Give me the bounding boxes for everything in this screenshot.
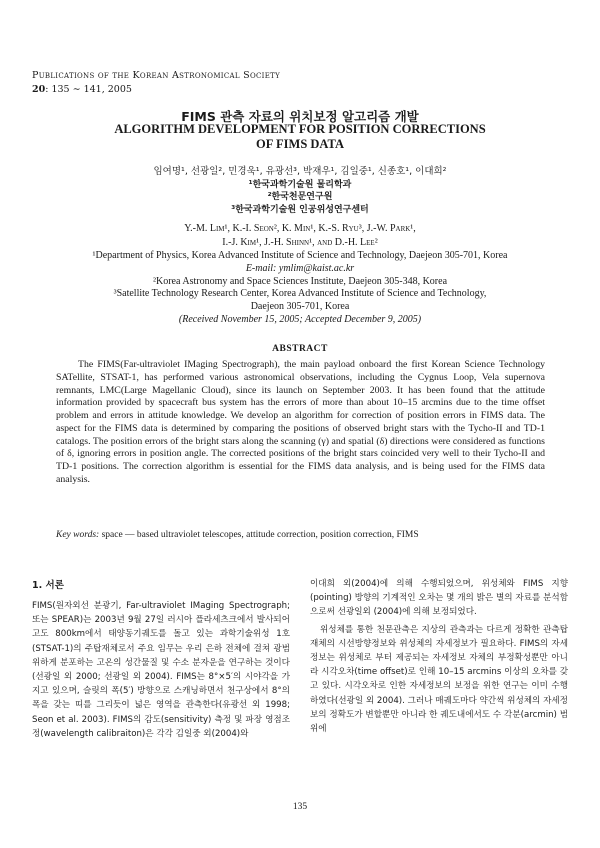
abstract-heading: ABSTRACT <box>272 344 328 354</box>
keywords <box>56 530 545 540</box>
page-number: 135 <box>292 802 308 812</box>
right-column <box>310 577 568 736</box>
english-authors-line1: Y.-M. Lim¹, K.-I. Seon², K. Min¹, K.-S. Ryu³, J.-W. Park¹, <box>184 223 416 234</box>
affiliation-1: ¹Department of Physics, Korea Advanced Institute of Science and Technology, Daejeon 305-701, Korea <box>92 250 508 261</box>
english-title-line2: OF FIMS DATA <box>256 136 344 151</box>
journal-name: Publications of the Korean Astronomical Society <box>32 70 281 81</box>
english-authors <box>0 222 600 249</box>
section-heading-introduction: 1. 서론 <box>32 580 64 591</box>
volume-number: 20 <box>32 84 46 95</box>
english-title <box>0 122 600 151</box>
keywords-text: space — based ultraviolet telescopes, attitude correction, position correction, FIMS <box>99 530 419 540</box>
korean-title: FIMS 관측 자료의 위치보정 알고리즘 개발 <box>181 109 419 124</box>
korean-author-block <box>0 166 600 216</box>
keywords-label: Key words: <box>56 530 100 540</box>
english-affiliations <box>0 250 600 327</box>
affiliation-2: ²Korea Astronomy and Space Sciences Institute, Daejeon 305-348, Korea <box>152 275 448 287</box>
author-email: E-mail: ymlim@kaist.ac.kr <box>245 262 355 274</box>
korean-affiliation-2: ²한국천문연구원 <box>267 192 333 203</box>
korean-authors: 임여명¹, 선광일², 민경욱¹, 유광선³, 박재우¹, 김일중¹, 신종호¹, 이대희² <box>153 166 447 177</box>
received-dates: (Received November 15, 2005; Accepted December 9, 2005) <box>178 313 422 325</box>
affiliation-3-line1: ³Satellite Technology Research Center, Korea Advanced Institute of Science and Technology, <box>113 288 487 300</box>
korean-affiliation-3: ³한국과학기술원 인공위성연구센터 <box>231 204 369 215</box>
english-authors-line2: I.-J. Kim¹, J.-H. Shinn¹, and D.-H. Lee² <box>222 236 378 248</box>
intro-paragraph-2: 위성체를 통한 천문관측은 지상의 관측과는 다르게 정확한 관측탑재체의 시선방향정보와 위성체의 자세정보가 필요하다. FIMS의 자세정보는 위성체로 부터 제공되는 자세정보 자체의 부정확성뿐만 아니라 시각오차(time offset)로 인해 10–15 arcmins 이상의 오차를 갖고 있다. 시각오차로 인한 자세정보의 보정을 위한 연구는 이미 수행하였다(선광일 외 2004). 그러나 매궤도마다 약간씩 위성체의 자세정보의 정확도가 변할뿐만 아니라 한 궤도내에서도 수 각분(arcmin) 범위에 <box>310 624 568 735</box>
journal-volume <box>32 84 132 95</box>
english-title-line1: ALGORITHM DEVELOPMENT FOR POSITION CORRECTIONS <box>114 122 486 136</box>
affiliation-3-line2: Daejeon 305-701, Korea <box>250 301 350 313</box>
abstract-text: The FIMS(Far-ultraviolet IMaging Spectrograph), the main payload onboard the first Korean Science Technology SATellite, STSAT-1, has performed various astronomical observations, including the Cygnus Loop, Vela supernova remnants, LMC(Large Magellanic Cloud), since its launch on September 2003. It has been found that the attitude information provided by spacecraft bus system has the errors of more than about 10–15 arcmins due to the time offset problem and errors in attitude knowledge. We develop an algorithm for correction of position errors in FIMS data. The aspect for the FIMS data is determined by comparing the positions of observed bright stars with the Tycho-II and TD-1 catalogs. The position errors of the bright stars along the scanning (γ) and spatial (δ) directions were considered as functions of δ, ignoring errors in position angle. The corrected positions of the bright stars coincided very well to their Tycho-II and TD-1 positions. The correction algorithm is essential for the FIMS data analysis, and is being used for the FIMS data analysis. <box>56 359 545 485</box>
korean-affiliation-1: ¹한국과학기술원 물리학과 <box>248 179 352 190</box>
intro-paragraph-1: FIMS(원자외선 분광기, Far-ultraviolet IMaging Spectrograph; 또는 SPEAR)는 2003년 9월 27일 러시아 플라세츠크에서 발사되어 고도 800km에서 태양동기궤도를 돌고 있는 과학기술위성 1호(STSAT-1)의 주탑재체로서 주요 임무는 우리 은하 전체에 걸쳐 광범위하게 분포하는 고온의 성간물질 및 수소 분자운을 연구하는 것이다(선광일 외 2000; 선광일 외 2004). FIMS는 8°×5′의 시야각을 가지고 있으며, 슬릿의 폭(5′) 방향으로 스캐닝하면서 천구상에서 8°의 폭을 갖는 띠를 그리듯이 넓은 영역을 관측한다(유광선 외 1998; Seon et al. 2003). FIMS의 감도(sensitivity) 측정 및 파장 영점조정(wavelength calibraiton)은 각각 김일중 외(2004)와 <box>32 601 290 739</box>
volume-pages: : 135 ∼ 141, 2005 <box>45 84 132 95</box>
intro-paragraph-1-continued: 이대희 외(2004)에 의해 수행되었으며, 위성체와 FIMS 지향(pointing) 방향의 기계적인 오차는 몇 개의 밝은 별의 자료를 분석함으로써 선광일외 (2004)에 의해 보정되었다. <box>310 579 568 618</box>
left-column <box>32 599 290 741</box>
